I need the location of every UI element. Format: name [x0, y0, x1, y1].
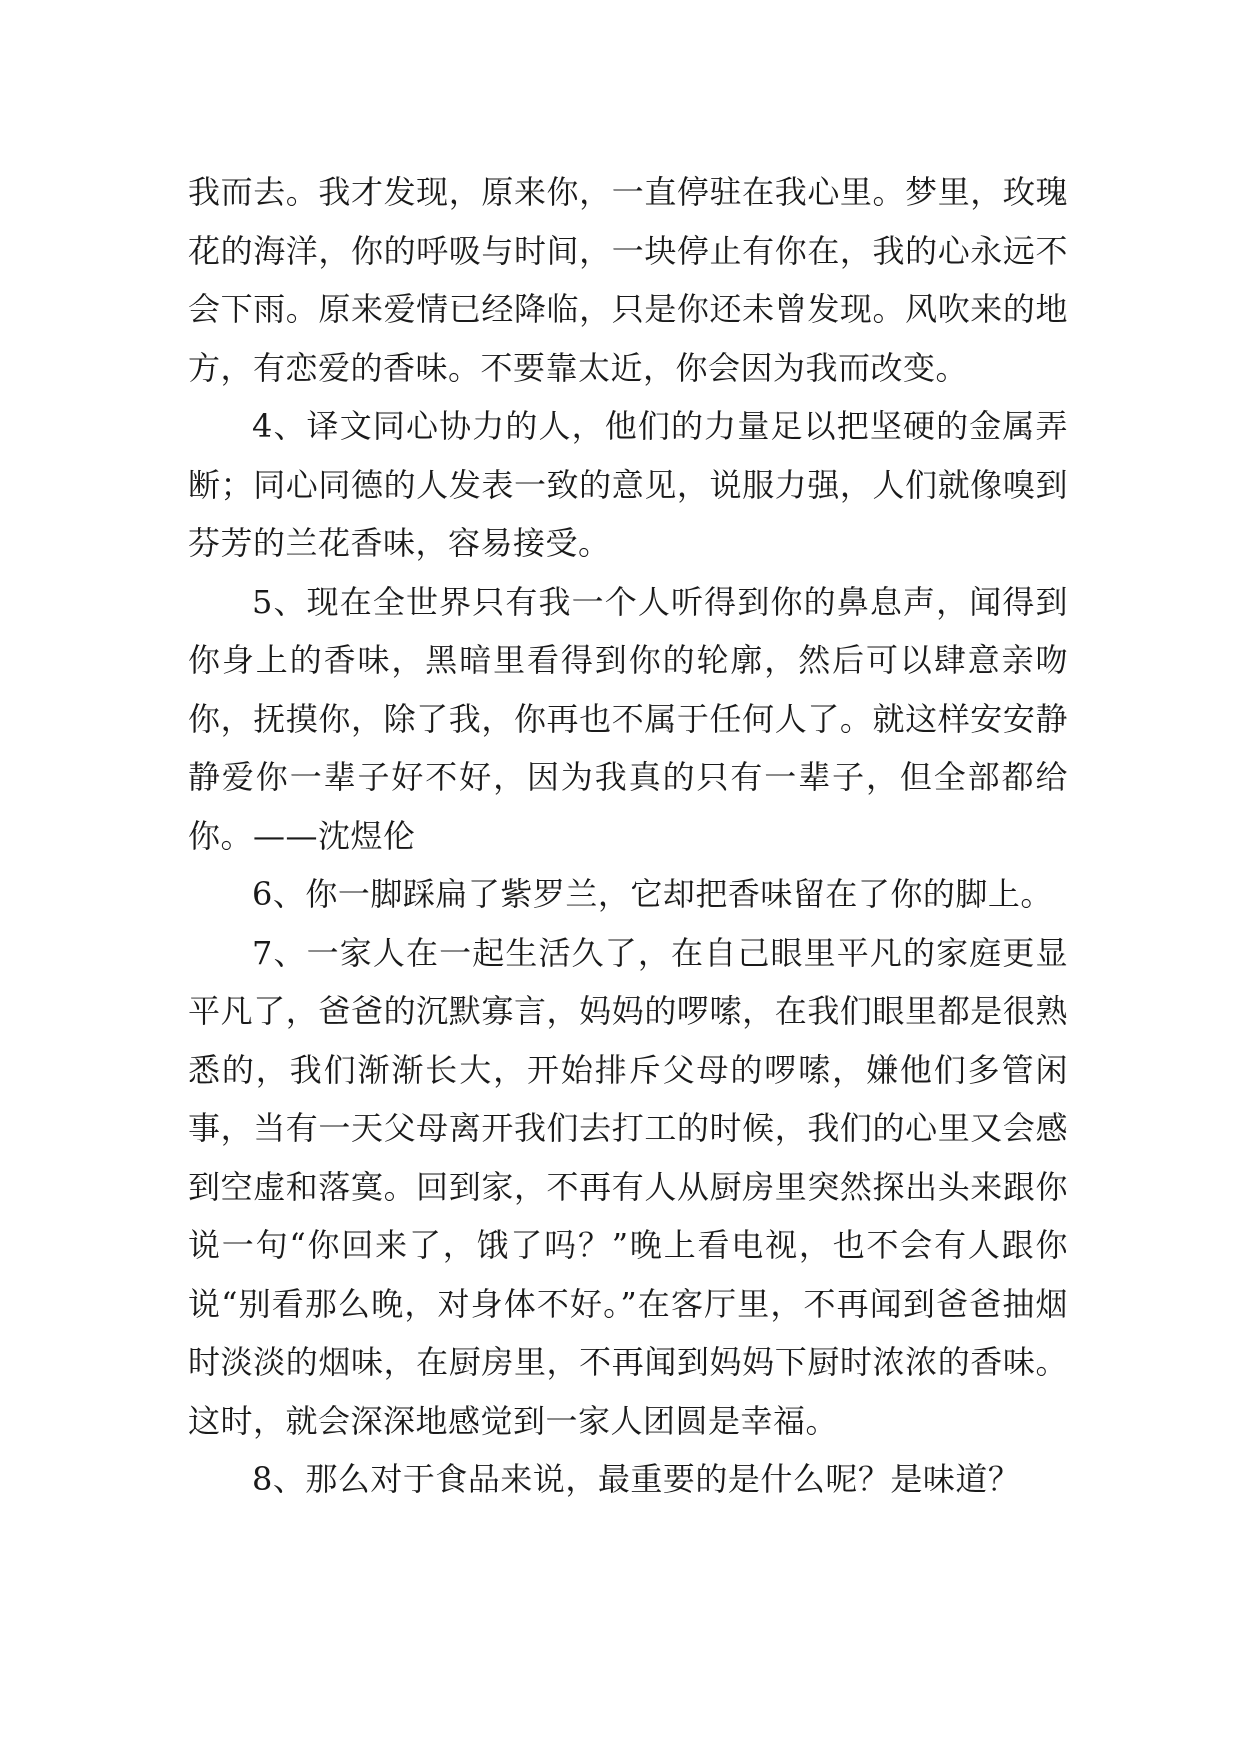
paragraph-item-7: 7、一家人在一起生活久了，在自己眼里平凡的家庭更显平凡了，爸爸的沉默寡言，妈妈的啰嗦，在我们眼里都是很熟悉的，我们渐渐长大，开始排斥父母的啰嗦，嫌他们多管闲事，当有一天父母离开我们去打工的时候，我们的心里又会感到空虚和落寞。回到家，不再有人从厨房里突然探出头来跟你说一句“你回来了，饿了吗？”晚上看电视，也不会有人跟你说“别看那么晚，对身体不好。”在客厅里，不再闻到爸爸抽烟时淡淡的烟味，在厨房里，不再闻到妈妈下厨时浓浓的香味。这时，就会深深地感觉到一家人团圆是幸福。 — [188, 933, 1068, 1440]
paragraph-item-4: 4、译文同心协力的人，他们的力量足以把坚硬的金属弄断；同心同德的人发表一致的意见，说服力强，人们就像嗅到芬芳的兰花香味，容易接受。 — [188, 407, 1068, 562]
paragraph-item-8: 8、那么对于食品来说，最重要的是什么呢？是味道？ — [252, 1460, 1021, 1498]
paragraph-item-5: 5、现在全世界只有我一个人听得到你的鼻息声，闻得到你身上的香味，黑暗里看得到你的轮廓，然后可以肆意亲吻你，抚摸你，除了我，你再也不属于任何人了。就这样安安静静爱你一辈子好不好，因为我真的只有一辈子，但全部都给你。——沈煜伦 — [188, 582, 1068, 855]
paragraph-continuation: 我而去。我才发现，原来你，一直停驻在我心里。梦里，玫瑰花的海洋，你的呼吸与时间，一块停止有你在，我的心永远不会下雨。原来爱情已经降临，只是你还未曾发现。风吹来的地方，有恋爱的香味。不要靠太近，你会因为我而改变。 — [188, 173, 1068, 387]
document-body — [188, 163, 1068, 1509]
paragraph-item-6: 6、你一脚踩扁了紫罗兰，它却把香味留在了你的脚上。 — [252, 875, 1053, 913]
